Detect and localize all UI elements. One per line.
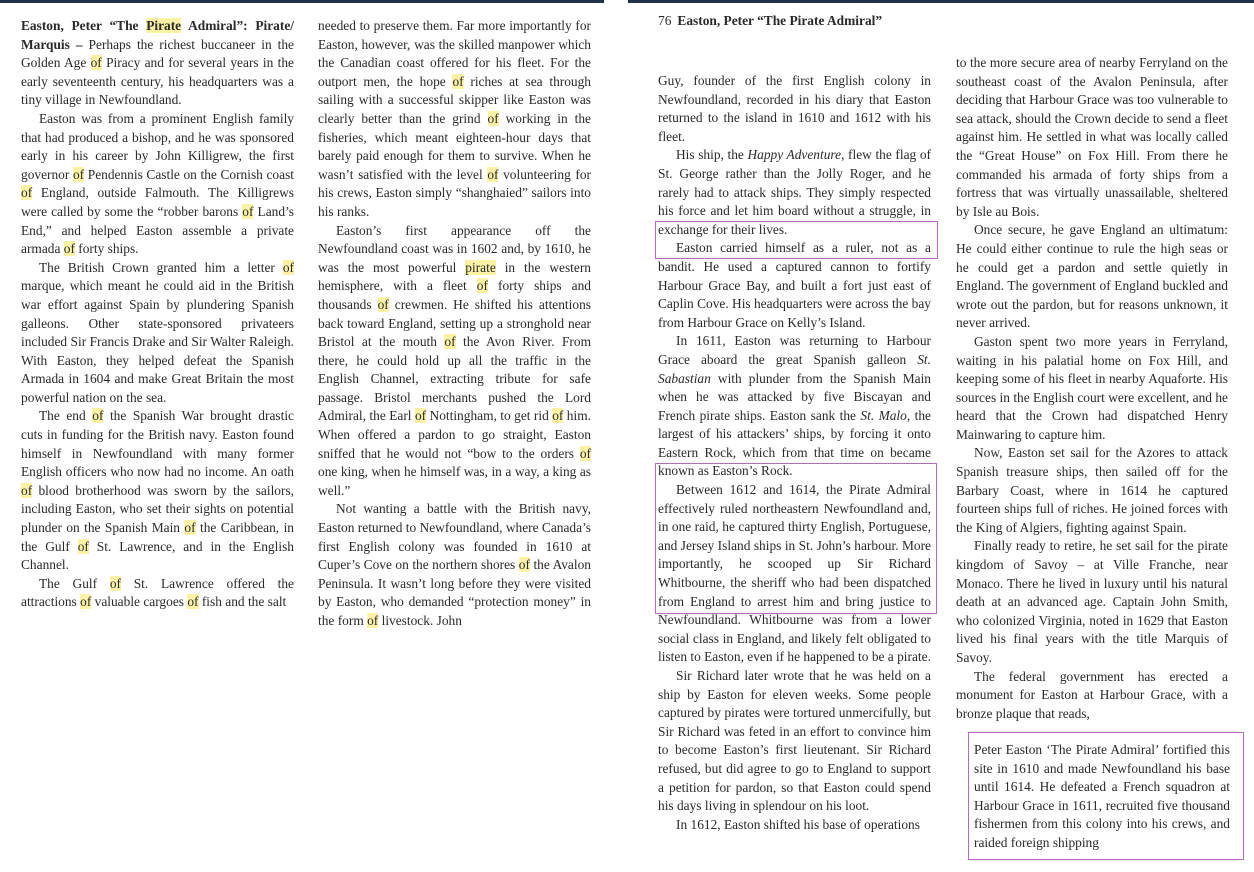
search-highlight: of xyxy=(444,334,456,350)
entry-intro-paragraph: Easton, Peter “The Pirate Admiral”: Pirate/ Marquis – Perhaps the richest buccaneer in the Golden Age of Piracy and for several years in the early seventeenth century, his headquarters was a tiny village in Newfoundland. xyxy=(21,18,295,108)
paragraph: The Gulf of St. Lawrence offered the attractions of valuable cargoes of fish and the salt xyxy=(21,575,294,610)
search-highlight: of xyxy=(377,296,389,312)
search-highlight: of xyxy=(184,520,196,536)
search-highlight: of xyxy=(476,278,488,294)
paragraph: Sir Richard later wrote that he was held on a ship by Easton for eleven weeks. Some people captured by pirates were tortured unmercifully, but Sir Richard was feted in an effort to convince him to become Easton’s first lieutenant. Sir Richard refused, but did agree to go to England to support a petition for pardon, so that Easton could spend his days living in splendour on his loot. xyxy=(658,668,931,814)
search-highlight: of xyxy=(282,259,294,275)
right-page-column-1 xyxy=(658,72,931,834)
right-page-column-2 xyxy=(956,54,1228,723)
paragraph: Now, Easton set sail for the Azores to attack Spanish treasure ships, then sailed off for the Barbary Coast, where in 1614 he captured fourteen ships full of riches. He joined forces with the King of Algiers, fighting against Spain. xyxy=(956,445,1228,535)
search-highlight: of xyxy=(109,575,121,591)
paragraph: In 1612, Easton shifted his base of operations xyxy=(676,816,920,832)
search-highlight: of xyxy=(92,408,104,424)
paragraph: Easton’s first appearance off the Newfoundland coast was in 1602 and, by 1610, he was the most powerful pirate in the western hemisphere, with a fleet of forty ships and thousands of crewmen. He shifted his attentions back toward England, setting up a stronghold near Bristol at the mouth of the Avon River. From there, he could hold up all the traffic in the English Channel, extracting tribute for safe passage. Bristol merchants pushed the Lord Admiral, the Earl of Nottingham, to get rid of him. When offered a pardon to go straight, Easton sniffed that he would not “bow to the orders of one king, when he himself was, in a way, a king as well.” xyxy=(318,222,591,498)
page-left-top-edge xyxy=(0,0,604,3)
search-highlight: of xyxy=(552,408,564,424)
entry-title: Easton, Peter “The Pirate Admiral”: Pirate/ Marquis – xyxy=(21,18,295,52)
search-highlight: of xyxy=(21,482,33,498)
paragraph: Easton was from a prominent English family that had produced a bishop, and he was sponsored early in his career by John Killigrew, the first governor of Pendennis Castle on the Cornish coast of England, outside Falmouth. The Killigrews were called by some the “robber barons of Land’s End,” and helped Easton assemble a private armada of forty ships. xyxy=(21,110,295,257)
paragraph: Gaston spent two more years in Ferryland, waiting in his palatial home on Fox Hill, and keeping some of his fleet in nearby Aquaforte. His sources in the English court were excellent, and he heard that the Crown had dispatched Henry Mainwaring to capture him. xyxy=(956,333,1228,442)
search-highlight: pirate xyxy=(465,259,496,275)
paragraph: In 1611, Easton was returning to Harbour Grace aboard the great Spanish galleon St. Sabastian with plunder from the Spanish Main when he was attacked by five Biscayan and French pirate ships. Easton sank the St. Malo, the largest of his attackers’ ships, by forcing it onto Eastern Rock, which from that time on became known as Easton’s Rock. xyxy=(658,333,931,479)
search-highlight: of xyxy=(77,538,89,554)
paragraph: needed to preserve them. Far more importantly for Easton, however, was the skilled manpower which the Canadian coast offered for his fleet. For the outport men, the hope of riches at sea through sailing with a successful skipper like Easton was clearly better than the grind of working in the fisheries, which meant eighteen-hour days that barely paid enough for them to survive. When he wasn’t satisfied with the level of volunteering for his crews, Easton simply “shanghaied” sailors into his ranks. xyxy=(318,18,592,219)
search-highlight: of xyxy=(90,55,102,71)
paragraph: Guy, founder of the first English colony in Newfoundland, recorded in his diary that Easton returned to the island in 1610 and 1612 with his fleet. xyxy=(658,73,931,144)
annotation-box-plaque xyxy=(968,732,1244,860)
running-head xyxy=(658,13,882,29)
annotation-box-ruler xyxy=(655,221,938,259)
search-highlight: of xyxy=(579,445,591,461)
paragraph: to the more secure area of nearby Ferryland on the southeast coast of the Avalon Peninsula, after deciding that Harbour Grace was too vulnerable to sea attack, should the Crown decide to send a fleet against him. He settled in what was locally called the “Great House” on Fox Hill. From there he commanded his armada of forty ships from a fortress that was virtually unassailable, sheltered by Isle au Bois. xyxy=(956,55,1228,219)
search-highlight: of xyxy=(487,110,499,126)
search-highlight: of xyxy=(21,185,33,201)
left-page-column-2 xyxy=(318,17,591,631)
search-highlight: of xyxy=(452,73,464,89)
search-highlight: of xyxy=(242,203,254,219)
search-highlight: of xyxy=(80,594,92,610)
search-highlight: of xyxy=(487,166,499,182)
paragraph: Easton carried himself as a ruler, not as a bandit. He used a captured cannon to fortify Harbour Grace Bay, and built a fort just east of Caplin Cove. His headquarters were across the bay from Harbour Grace on Kelly’s Island. xyxy=(658,240,931,330)
search-highlight: of xyxy=(414,408,427,424)
search-highlight: of xyxy=(518,557,530,573)
paragraph: Between 1612 and 1614, the Pirate Admiral effectively ruled northeastern Newfoundland and, in one raid, he captured thirty English, Portuguese, and Jersey Island ships in St. John’s harbour. More importantly, he scooped up Sir Richard Whitbourne, the sheriff who had been dispatched from England to arrest him and bring justice to Newfoundland. Whitbourne was from a lower social class in England, and likely felt obligated to listen to Easton, even if he happened to be a pirate. xyxy=(658,482,931,665)
search-highlight: of xyxy=(63,241,75,257)
paragraph: Once secure, he gave England an ultimatum: He could either continue to rule the high seas or he could get a pardon and settle quietly in England. The government of England buckled and wrote out the pardon, but for reasons unknown, it never arrived. xyxy=(956,222,1228,331)
highlight-pirate: Pirate xyxy=(146,18,182,33)
search-highlight: of xyxy=(187,594,199,610)
search-highlight: of xyxy=(72,166,85,182)
paragraph: The federal government has erected a monument for Easton at Harbour Grace, with a bronze plaque that reads, xyxy=(956,668,1228,721)
plaque-quote: Peter Easton ‘The Pirate Admiral’ fortified this site in 1610 and made Newfoundland his base until 1614. He defeated a French squadron at Harbour Grace in 1611, recruited five thousand fishermen from this colony into his crews, and raided foreign shipping xyxy=(974,742,1230,850)
paragraph: The end of the Spanish War brought drastic cuts in funding for the British navy. Easton found himself in Newfoundland with many former English officers who now had no income. An oath of blood brotherhood was sworn by the sailors, including Easton, who set their sights on potential plunder on the Spanish Main of the Caribbean, in the Gulf of St. Lawrence, and in the English Channel. xyxy=(21,408,294,573)
paragraph: Finally ready to retire, he set sail for the pirate kingdom of Savoy – at Ville Franche, near Monaco. There he lived in luxury until his natural death at an advanced age. Captain John Smith, who colonized Virginia, noted in 1629 that Easton lived his final years with the title Marquis of Savoy. xyxy=(956,538,1228,665)
search-highlight: of xyxy=(367,613,379,628)
left-page-column-1 xyxy=(21,17,294,612)
page-number: 76 xyxy=(658,13,672,28)
paragraph: The British Crown granted him a letter of marque, which meant he could aid in the British war effort against Spain by plundering Spanish galleons. Other state-sponsored privateers included Sir Francis Drake and Sir Walter Raleigh. With Easton, they helped defeat the Spanish Armada in 1604 and make Great Britain the most powerful nation on the sea. xyxy=(21,259,294,405)
page-right-top-edge xyxy=(628,0,1254,3)
paragraph: His ship, the Happy Adventure, flew the flag of St. George rather than the Jolly Roger, and he rarely had to attack ships. They simply respected his force and let him board without a struggle, in exchange for their lives. xyxy=(658,147,931,237)
paragraph: Not wanting a battle with the British navy, Easton returned to Newfoundland, where Canada’s first English colony was founded in 1610 at Cuper’s Cove on the northern shores of the Avalon Peninsula. It wasn’t long before they were visited by Easton, who demanded “protection money” in the form of livestock. John xyxy=(318,501,591,628)
running-head-title: Easton, Peter “The Pirate Admiral” xyxy=(677,13,883,28)
annotation-box-whitbourne xyxy=(655,463,937,614)
